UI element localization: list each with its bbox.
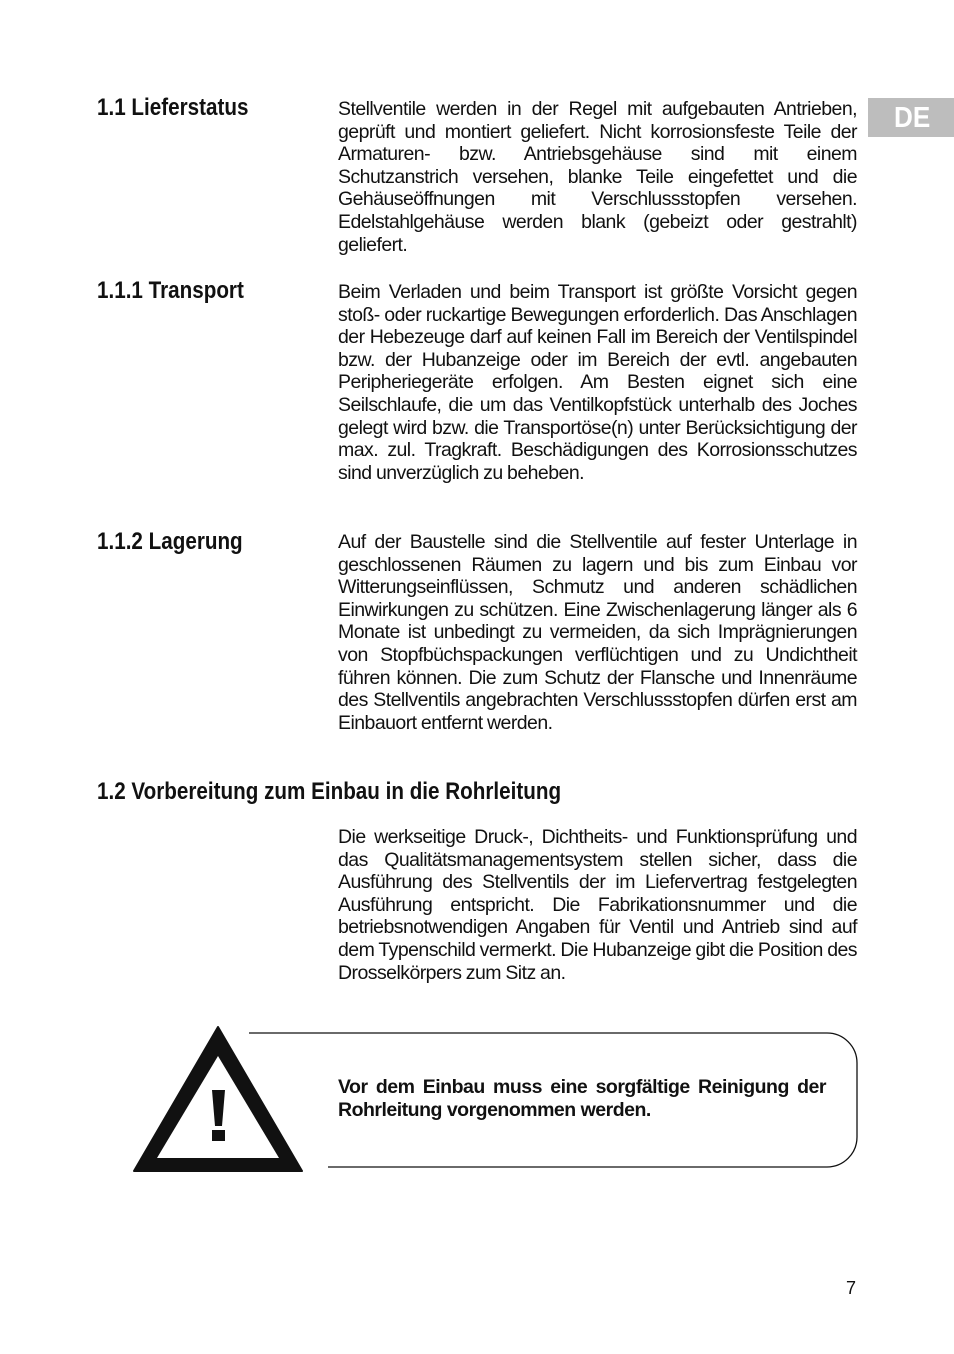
warning-text: Vor dem Einbau muss eine sorgfältige Reinigung der Rohrleitung vorgenommen werden. [338,1076,826,1121]
heading-transport: 1.1.1 Transport [97,277,244,304]
language-tab-label: DE [894,102,931,134]
paragraph-lagerung: Auf der Baustelle sind die Stellventile auf fester Unterlage in geschlossenen Räumen zu lagern und bis zum Einbau vor Witterungseinflüssen, Schmutz und anderen schädlichen Einwirkungen zu schützen. Eine Zwischenlagerung länger als 6 Monate ist unbedingt zu vermeiden, da sich Imprägnierungen von Stopfbüchspackungen verflüchtigen und zu Undichtheit führen können. Die zum Schutz der Flansche und Innenräume des Stellventils angebrachten Verschlussstopfen dürfen erst am Einbauort entfernt werden. [338,531,857,734]
heading-lagerung: 1.1.2 Lagerung [97,528,243,555]
page-number: 7 [846,1278,857,1298]
paragraph-transport: Beim Verladen und beim Transport ist größte Vorsicht gegen stoß- oder ruckartige Bewegungen erforderlich. Das Anschlagen der Hebezeuge darf auf keinen Fall im Bereich der Ventilspindel bzw. der Hubanzeige oder im Bereich der evtl. angebauten Peripheriegeräte erfolgen. Am Besten eignet sich eine Seilschlaufe, die um das Ventilkopfstück unterhalb des Joches gelegt wird bzw. die Transportöse(n) unter Berücksichtigung der max. zul. Tragkraft. Beschädigungen des Korrosionsschutzes sind unverzüglich zu beheben. [338,281,857,484]
paragraph-lieferstatus: Stellventile werden in der Regel mit aufgebauten Antrieben, geprüft und montiert geliefert. Nicht korrosionsfeste Teile der Armaturen- bzw. Antriebsgehäuse sind mit einem Schutzanstrich versehen, blanke Teile eingefettet und die Gehäuseöffnungen mit Verschlussstopfen versehen. Edelstahlgehäuse werden blank (gebeizt oder gestrahlt) geliefert. [338,98,857,256]
heading-lieferstatus: 1.1 Lieferstatus [97,94,249,121]
warning-triangle-icon [134,1027,302,1171]
heading-vorbereitung: 1.2 Vorbereitung zum Einbau in die Rohrleitung [97,778,562,805]
paragraph-vorbereitung: Die werkseitige Druck-, Dichtheits- und Funktionsprüfung und das Qualitätsmanagementsystem stellen sicher, dass die Ausführung des Stellventils der im Liefervertrag festgelegten Ausführung entspricht. Die Fabrikationsnummer und die betriebsnotwendigen Angaben für Ventil und Antrieb sind auf dem Typenschild vermerkt. Die Hubanzeige gibt die Position des Drosselkörpers zum Sitz an. [338,826,857,984]
